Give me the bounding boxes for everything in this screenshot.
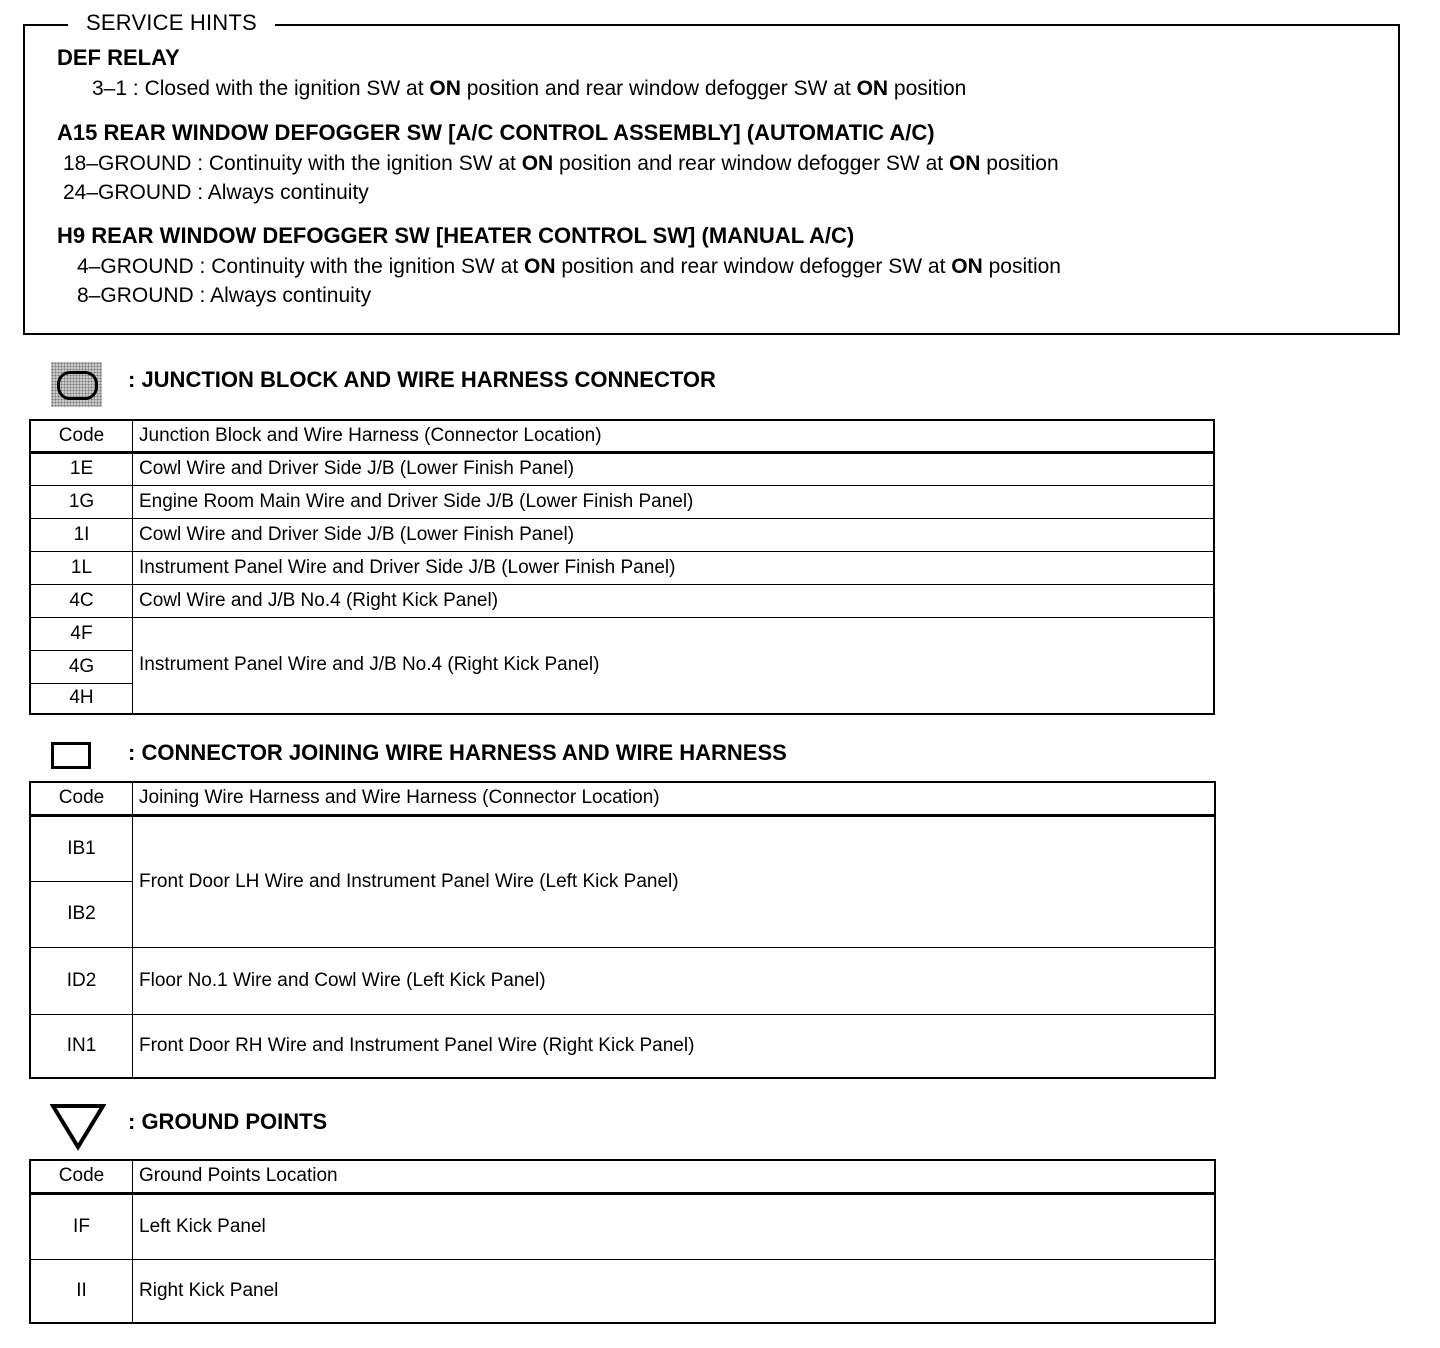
hint-text: Closed with the ignition SW at bbox=[144, 77, 430, 100]
row-code: 4C bbox=[30, 584, 133, 617]
ground-points-heading: : GROUND POINTS bbox=[128, 1109, 328, 1134]
row-code: 1G bbox=[30, 485, 133, 518]
junction-block-heading: : JUNCTION BLOCK AND WIRE HARNESS CONNECTOR bbox=[128, 367, 716, 392]
hint-term: 3–1 bbox=[92, 77, 128, 100]
hint-bold-on: ON bbox=[521, 152, 554, 175]
hint-separator: : bbox=[127, 77, 145, 100]
row-location: Left Kick Panel bbox=[133, 1193, 1216, 1259]
hint-separator: : bbox=[193, 284, 211, 307]
hint-bold-on: ON bbox=[948, 152, 981, 175]
hint-separator: : bbox=[193, 255, 212, 278]
hint-text: Always continuity bbox=[207, 181, 369, 204]
row-location-merged: Front Door LH Wire and Instrument Panel Wire (Left Kick Panel) bbox=[133, 815, 1216, 947]
table-row bbox=[30, 551, 1214, 584]
table-header-row bbox=[30, 1160, 1215, 1193]
row-code: II bbox=[30, 1259, 133, 1323]
hint-text: position bbox=[888, 77, 967, 100]
column-header-location: Ground Points Location bbox=[133, 1160, 1216, 1193]
hint-term: 24–GROUND bbox=[63, 181, 192, 204]
hint-text: position and rear window defogger SW at bbox=[460, 77, 857, 100]
column-header-code: Code bbox=[30, 420, 133, 452]
row-code: 1I bbox=[30, 518, 133, 551]
row-location-merged: Instrument Panel Wire and J/B No.4 (Right Kick Panel) bbox=[133, 617, 1215, 714]
connector-square-icon bbox=[51, 742, 91, 769]
row-code: 1L bbox=[30, 551, 133, 584]
row-code: 4G bbox=[30, 650, 133, 683]
table-row bbox=[30, 452, 1214, 485]
hint-row bbox=[92, 75, 966, 103]
hint-separator: : bbox=[191, 152, 209, 175]
row-location: Right Kick Panel bbox=[133, 1259, 1216, 1323]
row-code: 4H bbox=[30, 683, 133, 714]
column-header-location: Joining Wire Harness and Wire Harness (Connector Location) bbox=[133, 782, 1216, 815]
hint-text: Continuity with the ignition SW at bbox=[211, 255, 525, 278]
row-code: ID2 bbox=[30, 947, 133, 1014]
joining-connector-table bbox=[29, 781, 1216, 1079]
table-row bbox=[30, 1014, 1215, 1078]
table-row bbox=[30, 947, 1215, 1014]
column-header-location: Junction Block and Wire Harness (Connector Location) bbox=[133, 420, 1215, 452]
row-location: Instrument Panel Wire and Driver Side J/B (Lower Finish Panel) bbox=[133, 551, 1215, 584]
junction-block-connector-icon bbox=[51, 362, 102, 407]
hint-row bbox=[77, 253, 1061, 281]
service-hints-title: SERVICE HINTS bbox=[68, 8, 275, 38]
hint-text: position bbox=[980, 152, 1059, 175]
table-row bbox=[30, 1193, 1215, 1259]
table-row bbox=[30, 1259, 1215, 1323]
row-location: Cowl Wire and Driver Side J/B (Lower Finish Panel) bbox=[133, 518, 1215, 551]
row-location: Floor No.1 Wire and Cowl Wire (Left Kick Panel) bbox=[133, 947, 1216, 1014]
hint-bold-on: ON bbox=[856, 77, 889, 100]
row-code: 4F bbox=[30, 617, 133, 650]
hint-row bbox=[63, 150, 1059, 178]
hint-row bbox=[77, 282, 371, 310]
hint-heading-def-relay: DEF RELAY bbox=[57, 45, 180, 70]
hint-heading-a15: A15 REAR WINDOW DEFOGGER SW [A/C CONTROL ASSEMBLY] (AUTOMATIC A/C) bbox=[57, 120, 935, 145]
row-code: IN1 bbox=[30, 1014, 133, 1078]
table-row bbox=[30, 584, 1214, 617]
row-location: Engine Room Main Wire and Driver Side J/B (Lower Finish Panel) bbox=[133, 485, 1215, 518]
ground-triangle-icon bbox=[50, 1103, 106, 1151]
hint-text: position and rear window defogger SW at bbox=[555, 255, 952, 278]
table-header-row bbox=[30, 420, 1214, 452]
hint-bold-on: ON bbox=[524, 255, 556, 278]
row-location: Cowl Wire and J/B No.4 (Right Kick Panel) bbox=[133, 584, 1215, 617]
table-row bbox=[30, 617, 1214, 650]
joining-connector-heading: : CONNECTOR JOINING WIRE HARNESS AND WIRE HARNESS bbox=[128, 740, 787, 765]
row-code: IB2 bbox=[30, 881, 133, 947]
hint-separator: : bbox=[191, 181, 208, 204]
hint-bold-on: ON bbox=[951, 255, 983, 278]
row-location: Cowl Wire and Driver Side J/B (Lower Finish Panel) bbox=[133, 452, 1215, 485]
junction-block-table bbox=[29, 419, 1215, 715]
ground-points-table bbox=[29, 1159, 1216, 1324]
hint-bold-on: ON bbox=[429, 77, 461, 100]
row-code: 1E bbox=[30, 452, 133, 485]
hint-term: 18–GROUND bbox=[63, 152, 192, 175]
hint-heading-h9: H9 REAR WINDOW DEFOGGER SW [HEATER CONTROL SW] (MANUAL A/C) bbox=[57, 223, 855, 248]
column-header-code: Code bbox=[30, 782, 133, 815]
hint-row bbox=[63, 179, 369, 207]
row-code: IF bbox=[30, 1193, 133, 1259]
table-row bbox=[30, 815, 1215, 881]
table-row bbox=[30, 485, 1214, 518]
row-location: Front Door RH Wire and Instrument Panel Wire (Right Kick Panel) bbox=[133, 1014, 1216, 1078]
hint-text: Continuity with the ignition SW at bbox=[208, 152, 522, 175]
table-header-row bbox=[30, 782, 1215, 815]
hint-term: 4–GROUND bbox=[77, 255, 194, 278]
hint-text: position and rear window defogger SW at bbox=[553, 152, 949, 175]
hint-text: Always continuity bbox=[210, 284, 372, 307]
row-code: IB1 bbox=[30, 815, 133, 881]
hint-text: position bbox=[982, 255, 1061, 278]
column-header-code: Code bbox=[30, 1160, 133, 1193]
table-row bbox=[30, 518, 1214, 551]
hint-term: 8–GROUND bbox=[77, 284, 194, 307]
